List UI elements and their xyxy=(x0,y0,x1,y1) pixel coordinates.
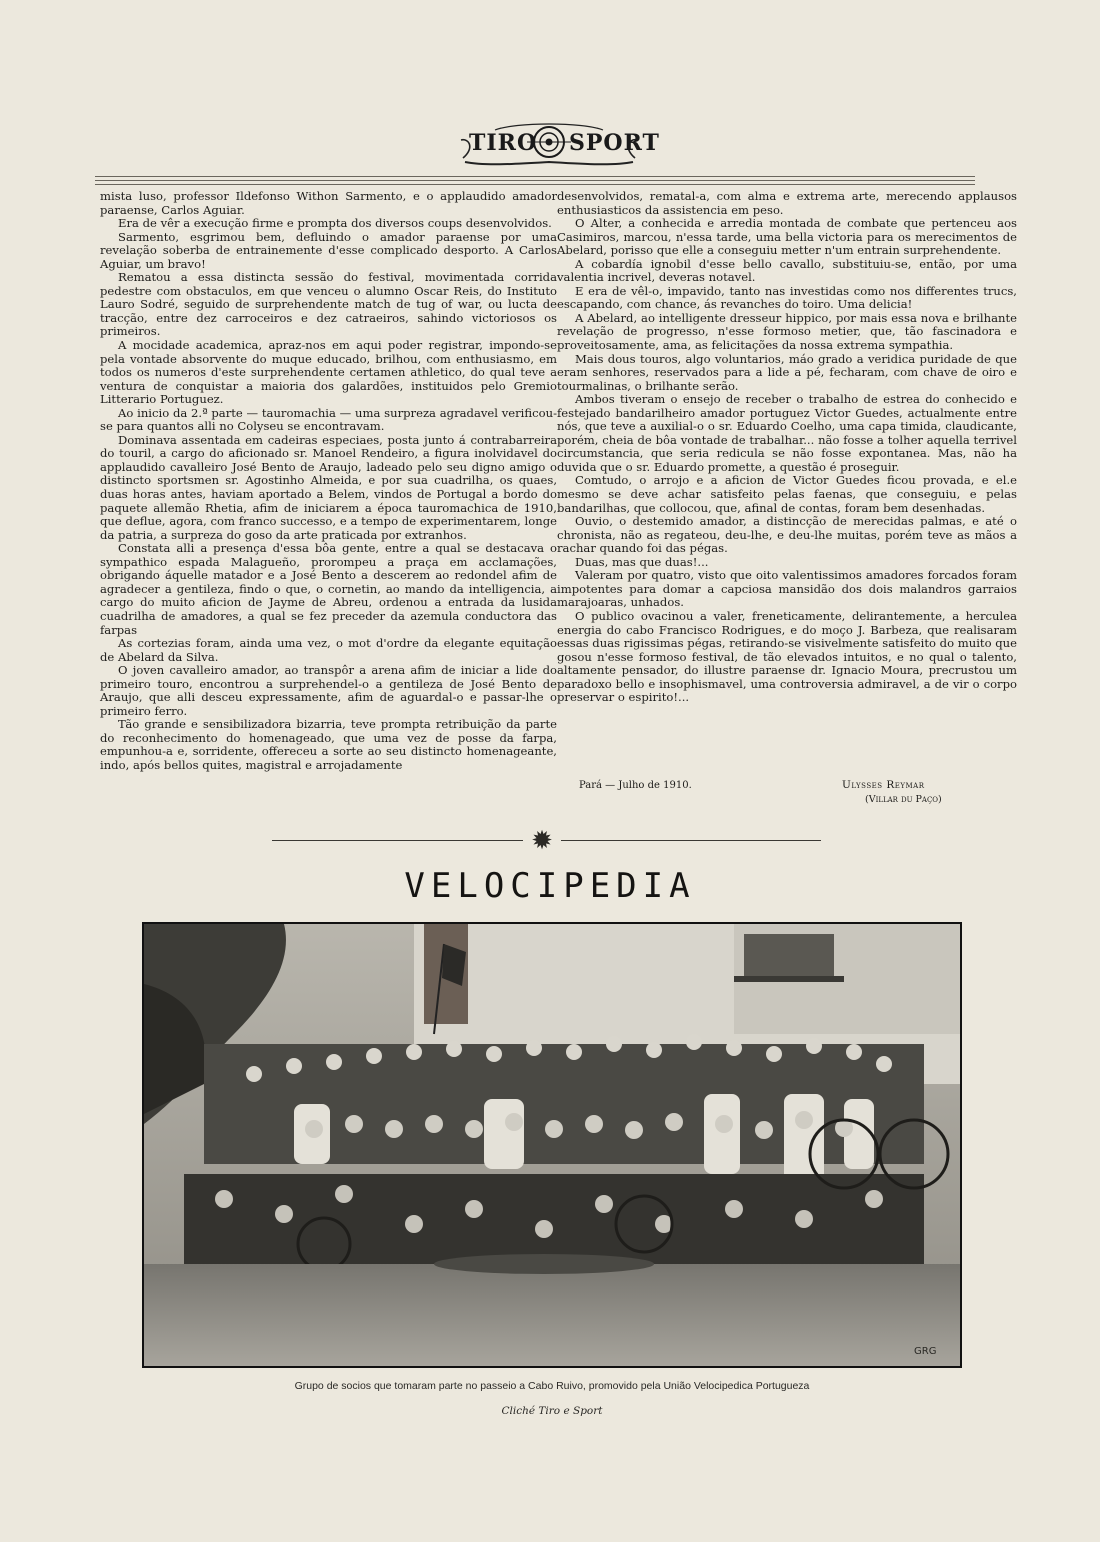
paragraph: Ambos tiveram o ensejo de receber o trabalho de estrea do conhecido e festejado bandarilheiro amador portuguez Victor Guedes, actualmente entre nós, que teve a auxilial-o o sr. Eduardo Coelho, uma capa timida, claudicante, porém, cheia de bôa vontade de trabalhar... não fosse a tolher aquella terrivel circumstancia, que seria redicula se não fosse expontanea. Mas, não ha duvida que o sr. Eduardo promette, a questão é proseguir. xyxy=(557,392,1017,474)
dateline: Pará — Julho de 1910. xyxy=(579,780,692,791)
article-column-right xyxy=(557,190,1017,705)
paragraph: A Abelard, ao intelligente dresseur hippico, por mais essa nova e brilhante revelação de progresso, n'esse formoso metier, que, tão fascinadora e proveitosamente, ama, as felicitações da nossa extrema sympathia. xyxy=(557,310,1017,353)
paragraph: mista luso, professor Ildefonso Withon Sarmento, e o applaudido amador paraense, Carlos Aguiar. xyxy=(100,189,557,217)
photo-credit: Cliché Tiro e Sport xyxy=(501,1405,603,1417)
group-photograph xyxy=(142,922,962,1368)
paragraph: O publico ovacinou a valer, freneticamente, delirantemente, a herculea energia do cabo Francisco Rodrigues, e do moço J. Barbeza, que realisaram essas duas rigissimas pégas, retirando-se visivelmente satisfeito do muito que gosou n'esse formoso festival, de tão elevados intuitos, e no qual o talento, altamente pensador, do illustre paraense dr. Ignacio Moura, precrustou um paradoxo bello e insophismavel, uma controversia admiravel, a de vir o corpo preservar o espirito!... xyxy=(557,608,1017,705)
paragraph: Sarmento, esgrimou bem, defluindo o amador paraense por uma revelação soberba de entrainemente d'esse complicado desporto. A Carlos Aguiar, um bravo! xyxy=(100,229,557,271)
paragraph: Era de vêr a execução firme e prompta dos diversos coups desenvolvidos. xyxy=(118,216,552,231)
paragraph: Valeram por quatro, visto que oito valentissimos amadores forcados foram impotentes para domar a capciosa mansidão dos dois malandros garraios marajoaras, unhados. xyxy=(557,568,1017,610)
paragraph: Tão grande e sensibilizadora bizarria, teve prompta retribuição da parte do reconhecimento do homenageado, que uma vez de posse da farpa, empunhou-a e, sorridente, offereceu a sorte ao seu distincto homenageante, indo, após bellos quites, magistral e arrojadamente xyxy=(100,717,557,772)
paragraph: Ouvio, o destemido amador, a distincção de merecidas palmas, e até o chronista, não as regateou, deu-lhe, e deu-lhe muitas, porém teve as mãos a rachar quando foi das pégas. xyxy=(557,514,1017,556)
section-divider-rule xyxy=(272,840,523,841)
paragraph: Dominava assentada em cadeiras especiaes, posta junto á contrabarreira do touril, a cargo do aficionado sr. Manoel Rendeiro, a figura inolvidavel do applaudido cavalleiro José Bento de Araujo, ladeado pelo seu digno amigo o distincto sportsmen sr. Agostinho Almeida, e por sua cuadrilha, os quaes, duas horas antes, haviam aportado a Belem, vindos de Portugal a bordo do paquete allemão Rhetia, afim de iniciarem a época tauromachica de 1910, que deflue, agora, com franco successo, e a tempo de experimentarem, longe da patria, a surpreza do goso da arte praticada por extranhos. xyxy=(100,432,557,542)
author-place: (Villar du Paço) xyxy=(865,794,942,805)
section-title: VELOCIPEDIA xyxy=(404,866,696,906)
ornament-star-icon: ✹ xyxy=(531,826,553,856)
paragraph: Mais dous touros, algo voluntarios, máo grado a veridica puridade de que eram senhores, reservados para a lide a pé, fecharam, com chave de oiro e tourmalinas, o brilhante serão. xyxy=(557,351,1017,393)
svg-text:GRG: GRG xyxy=(914,1346,937,1357)
masthead-rule xyxy=(95,184,975,185)
masthead-rule xyxy=(95,180,975,181)
author-signature: Ulysses Reymar xyxy=(842,779,925,791)
paragraph: desenvolvidos, rematal-a, com alma e extrema arte, merecendo applausos enthusiasticos da assistencia em peso. xyxy=(557,189,1017,217)
paragraph: O Alter, a conhecida e arredia montada de combate que pertenceu aos Casimiros, marcou, n'essa tarde, uma bella victoria para os merecimentos de Abelard, porisso que elle a conseguiu metter n'um entrain surprehendente. xyxy=(557,216,1017,258)
paragraph: E era de vêl-o, impavido, tanto nas investidas como nos differentes trucs, escapando, com chance, ás revanches do toiro. Uma delicia! xyxy=(557,283,1017,312)
photo-caption: Grupo de socios que tomaram parte no passeio a Cabo Ruivo, promovido pela União Velocipedica Portugueza xyxy=(294,1380,810,1392)
paragraph: Ao inicio da 2.ª parte — tauromachia — uma surpreza agradavel verificou-se para quantos alli no Colyseu se encontravam. xyxy=(100,405,557,434)
paragraph: A mocidade academica, apraz-nos em aqui poder registrar, impondo-se pela vontade absorvente do muque educado, brilhou, com enthusiasmo, em todos os numeros d'este surprehendente certamen athletico, do qual teve a ventura de conquistar a maioria dos galardões, instituidos pelo Gremio Litterario Portuguez. xyxy=(100,338,557,407)
paragraph: Comtudo, o arrojo e a aficion de Victor Guedes ficou provada, e el.e mesmo se deve achar satisfeito pelas faenas, que conseguiu, e pelas bandarilhas, que collocou, que, afinal de contas, foram bem desenhadas. xyxy=(557,473,1017,515)
svg-text:SPORT: SPORT xyxy=(569,130,660,156)
paragraph: Constata alli a presença d'essa bôa gente, entre a qual se destacava o sympathico espada Malagueño, prorompeu a praça em acclamações, obrigando áquelle matador e a José Bento a descerem ao redondel afim de agradecer a gentileza, findo o que, o cornetin, ao mando da intelligencia, a cargo do muito aficion de Jayme de Abreu, ordenou a entrada da lusida cuadrilha de amadores, a qual se fez preceder da azemula conductora das farpas xyxy=(100,541,557,637)
article-column-left xyxy=(100,190,557,773)
paragraph: As cortezias foram, ainda uma vez, o mot d'ordre da elegante equitação de Abelard da Silva. xyxy=(100,636,557,664)
masthead-logo xyxy=(455,118,660,170)
paragraph: A cobardía ignobil d'esse bello cavallo, substituiu-se, então, por uma valentia incrivel, deveras notavel. xyxy=(557,256,1017,285)
paragraph: Duas, mas que duas!... xyxy=(575,554,709,569)
paragraph: O joven cavalleiro amador, ao transpôr a arena afim de iniciar a lide do primeiro touro, encontrou a surprehendel-o a gentileza de José Bento de Araujo, que alli desceu expressamente, afim de aguardal-o e passar-lhe o primeiro ferro. xyxy=(100,663,557,718)
masthead-rule xyxy=(95,176,975,177)
paragraph: Rematou a essa distincta sessão do festival, movimentada corrida pedestre com obstaculos, em que venceu o alumno Oscar Reis, do Instituto Lauro Sodré, seguido de surprehendente match de tug of war, ou lucta de tracção, entre dez carroceiros e dez catraeiros, sahindo victoriosos os primeiros. xyxy=(100,270,557,339)
svg-text:TIRO: TIRO xyxy=(469,130,538,156)
section-divider-rule xyxy=(561,840,821,841)
